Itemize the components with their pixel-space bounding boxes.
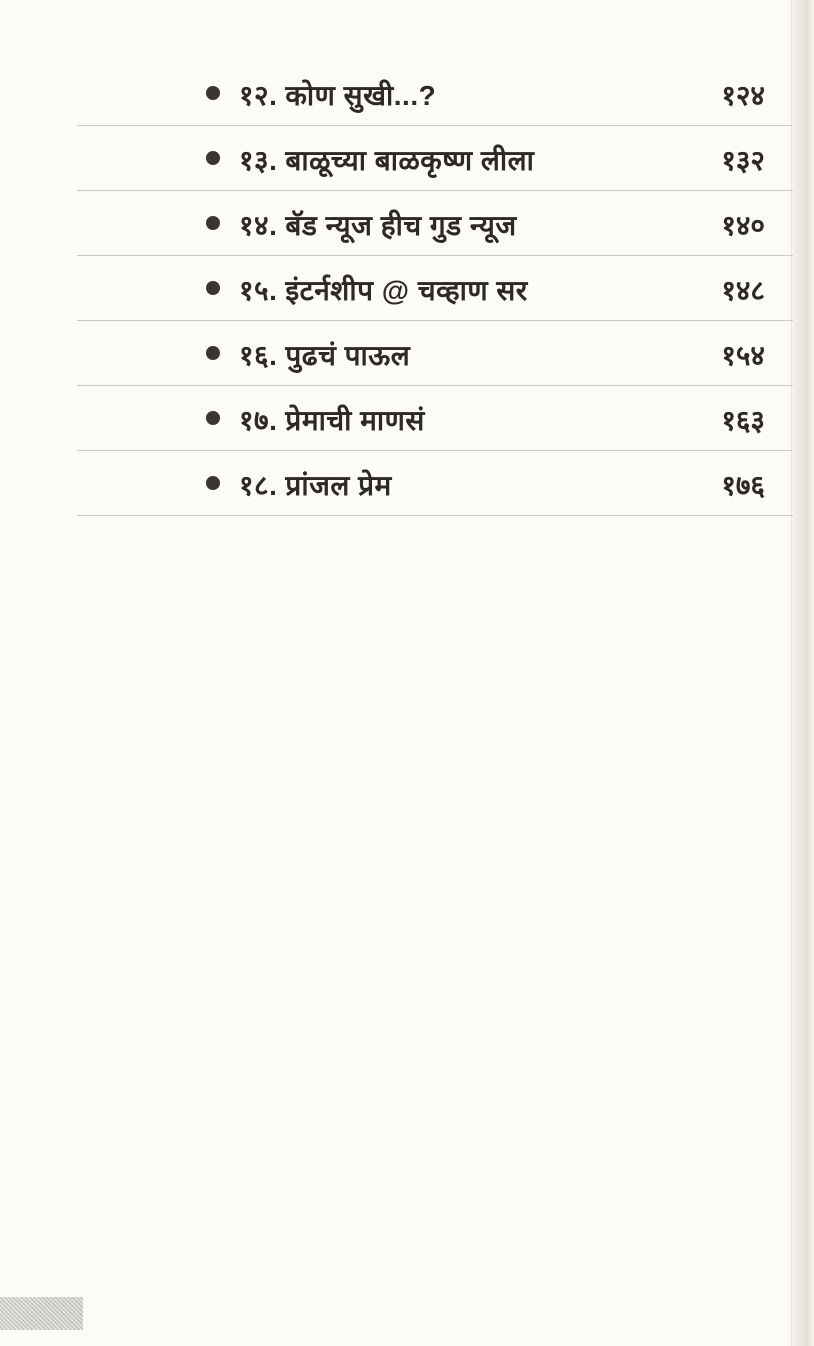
chapter-label — [239, 202, 517, 244]
toc-row — [77, 451, 793, 516]
chapter-title: बॅड न्यूज हीच गुड न्यूज — [285, 210, 517, 241]
page-number: १३२ — [721, 145, 765, 176]
chapter-label — [239, 462, 392, 504]
toc-row — [77, 256, 793, 321]
page-number: १२४ — [721, 80, 765, 111]
chapter-number: १८. — [239, 470, 278, 501]
chapter-label — [239, 137, 534, 179]
chapter-number: १६. — [239, 340, 278, 371]
bullet-icon — [206, 151, 220, 165]
toc-row — [77, 386, 793, 451]
chapter-title: बाळूच्या बाळकृष्ण लीला — [285, 145, 535, 176]
bullet-icon — [206, 86, 220, 100]
page-number: १४० — [721, 210, 765, 241]
page-number: १७६ — [721, 470, 765, 501]
chapter-title: पुढचं पाऊल — [285, 340, 411, 371]
toc-row — [77, 126, 793, 191]
bullet-icon — [206, 216, 220, 230]
chapter-title: प्रेमाची माणसं — [285, 405, 425, 436]
toc-row — [77, 191, 793, 256]
scan-artifact-patch — [0, 1297, 83, 1330]
bullet-icon — [206, 281, 220, 295]
chapter-number: १३. — [239, 145, 278, 176]
chapter-number: १२. — [239, 80, 278, 111]
chapter-title: प्रांजल प्रेम — [285, 470, 392, 501]
bullet-icon — [206, 411, 220, 425]
chapter-label — [239, 72, 436, 114]
page-number: १५४ — [721, 340, 765, 371]
chapter-number: १५. — [239, 275, 278, 306]
chapter-label — [239, 332, 410, 374]
chapter-label — [239, 267, 528, 309]
chapter-label — [239, 397, 425, 439]
toc-row — [77, 61, 793, 126]
page-number: १६३ — [721, 405, 765, 436]
chapter-number: १७. — [239, 405, 278, 436]
page-number: १४८ — [721, 275, 765, 306]
chapter-title: कोण सुखी...? — [285, 80, 437, 111]
toc-row — [77, 321, 793, 386]
bullet-icon — [206, 346, 220, 360]
chapter-number: १४. — [239, 210, 278, 241]
page-edge-shadow — [788, 0, 814, 1346]
chapter-title: इंटर्नशीप @ चव्हाण सर — [285, 275, 528, 306]
toc-list — [77, 61, 793, 516]
bullet-icon — [206, 476, 220, 490]
